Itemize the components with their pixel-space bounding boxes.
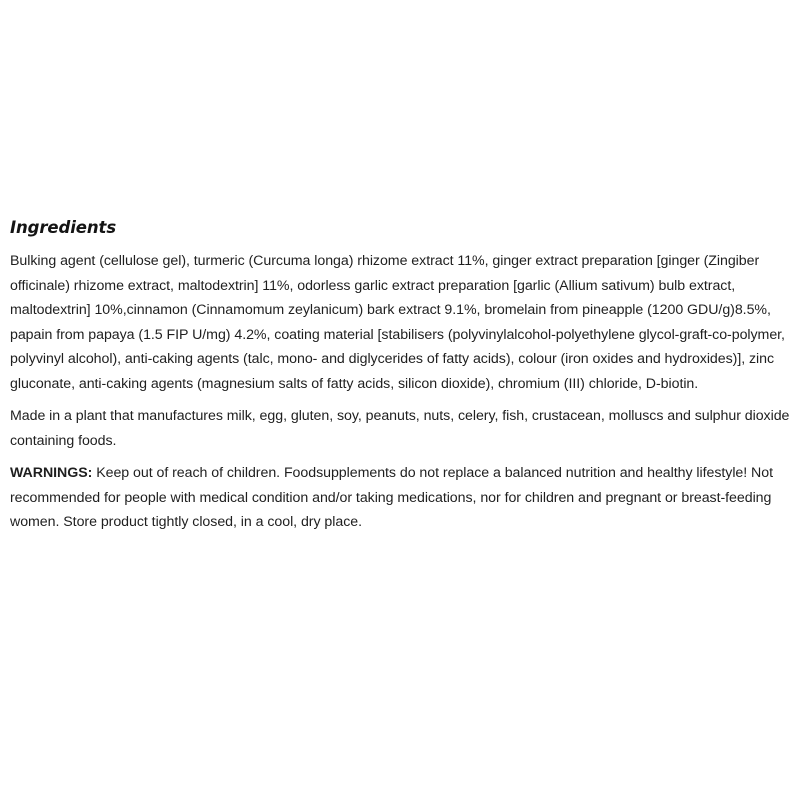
warnings-paragraph (10, 461, 792, 535)
ingredients-paragraph: Bulking agent (cellulose gel), turmeric (Curcuma longa) rhizome extract 11%, ginger extract preparation [ginger (Zingiber officinale) rhizome extract, maltodextrin] 11%, odorless garlic extract preparation [garlic (Allium sativum) bulb extract, maltodextrin] 10%,cinnamon (Cinnamomum zeylanicum) bark extract 9.1%, bromelain from pineapple (1200 GDU/g)8.5%, papain from papaya (1.5 FIP U/mg) 4.2%, coating material [stabilisers (polyvinylalcohol-polyethylene glycol-graft-co-polymer, polyvinyl alcohol), anti-caking agents (talc, mono- and diglycerides of fatty acids), colour (iron oxides and hydroxides)], zinc gluconate, anti-caking agents (magnesium salts of fatty acids, silicon dioxide), chromium (III) chloride, D-biotin. (10, 253, 785, 392)
section-heading: Ingredients (10, 218, 117, 237)
warnings-label: WARNINGS: (10, 465, 93, 481)
allergen-paragraph: Made in a plant that manufactures milk, egg, gluten, soy, peanuts, nuts, celery, fish, crustacean, molluscs and sulphur dioxide containing foods. (10, 408, 790, 449)
ingredients-section (10, 218, 792, 543)
warnings-text: Keep out of reach of children. Foodsupplements do not replace a balanced nutrition and healthy lifestyle! Not recommended for people with medical condition and/or taking medications, nor for children and pregnant or breast-feeding women. Store product tightly closed, in a cool, dry place. (10, 465, 773, 530)
